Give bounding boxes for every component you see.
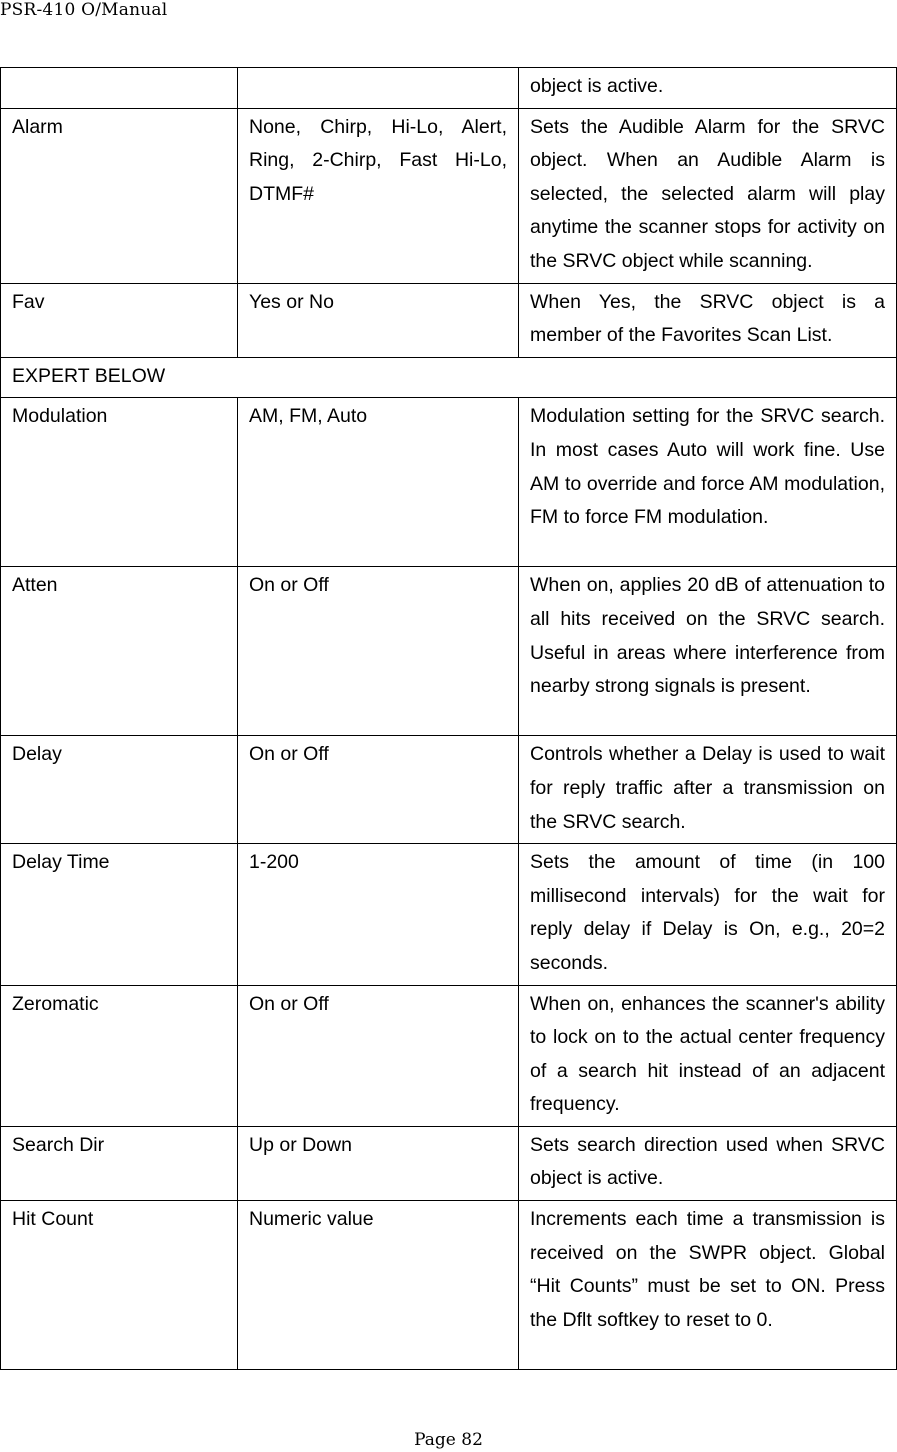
table-row xyxy=(1,985,897,1126)
table-row xyxy=(1,736,897,844)
settings-table xyxy=(0,67,897,1370)
section-label: EXPERT BELOW xyxy=(1,357,897,398)
setting-description: Sets the Audible Alarm for the SRVC object. When an Audible Alarm is selected, the selected alarm will play anytime the scanner stops for activity on the SRVC object while scanning. xyxy=(519,108,897,283)
setting-description: Sets the amount of time (in 100 millisecond intervals) for the wait for reply delay if Delay is On, e.g., 20=2 seconds. xyxy=(519,844,897,985)
setting-name: Atten xyxy=(1,567,238,736)
setting-name: Search Dir xyxy=(1,1126,238,1200)
setting-description: Sets search direction used when SRVC object is active. xyxy=(519,1126,897,1200)
setting-values: On or Off xyxy=(238,736,519,844)
setting-name: Fav xyxy=(1,283,238,357)
setting-description: When on, enhances the scanner's ability to lock on to the actual center frequency of a search hit instead of an adjacent frequency. xyxy=(519,985,897,1126)
page-number: Page 82 xyxy=(414,1430,483,1450)
table-row xyxy=(1,567,897,736)
setting-name: Hit Count xyxy=(1,1201,238,1370)
setting-name: Modulation xyxy=(1,398,238,567)
setting-values: None, Chirp, Hi-Lo, Alert, Ring, 2-Chirp, Fast Hi-Lo, DTMF# xyxy=(238,108,519,283)
setting-description: Controls whether a Delay is used to wait for reply traffic after a transmission on the SRVC search. xyxy=(519,736,897,844)
setting-description: When on, applies 20 dB of attenuation to all hits received on the SRVC search. Useful in areas where interference from nearby strong signals is present. xyxy=(519,567,897,736)
table-row xyxy=(1,68,897,109)
table-row xyxy=(1,1126,897,1200)
table-row xyxy=(1,844,897,985)
setting-name xyxy=(1,68,238,109)
setting-values: On or Off xyxy=(238,567,519,736)
setting-values: Yes or No xyxy=(238,283,519,357)
setting-values: AM, FM, Auto xyxy=(238,398,519,567)
setting-values xyxy=(238,68,519,109)
setting-values: 1-200 xyxy=(238,844,519,985)
setting-description: Increments each time a transmission is received on the SWPR object. Global “Hit Counts” must be set to ON. Press the Dflt softkey to reset to 0. xyxy=(519,1201,897,1370)
setting-values: Numeric value xyxy=(238,1201,519,1370)
setting-name: Zeromatic xyxy=(1,985,238,1126)
setting-description: object is active. xyxy=(519,68,897,109)
setting-name: Alarm xyxy=(1,108,238,283)
setting-values: On or Off xyxy=(238,985,519,1126)
setting-name: Delay xyxy=(1,736,238,844)
table-row xyxy=(1,398,897,567)
setting-description: When Yes, the SRVC object is a member of the Favorites Scan List. xyxy=(519,283,897,357)
table-row xyxy=(1,108,897,283)
table-row xyxy=(1,1201,897,1370)
setting-values: Up or Down xyxy=(238,1126,519,1200)
page-header: PSR-410 O/Manual xyxy=(0,0,168,20)
section-row xyxy=(1,357,897,398)
setting-description: Modulation setting for the SRVC search. In most cases Auto will work fine. Use AM to override and force AM modulation, FM to force FM modulation. xyxy=(519,398,897,567)
setting-name: Delay Time xyxy=(1,844,238,985)
table-row xyxy=(1,283,897,357)
